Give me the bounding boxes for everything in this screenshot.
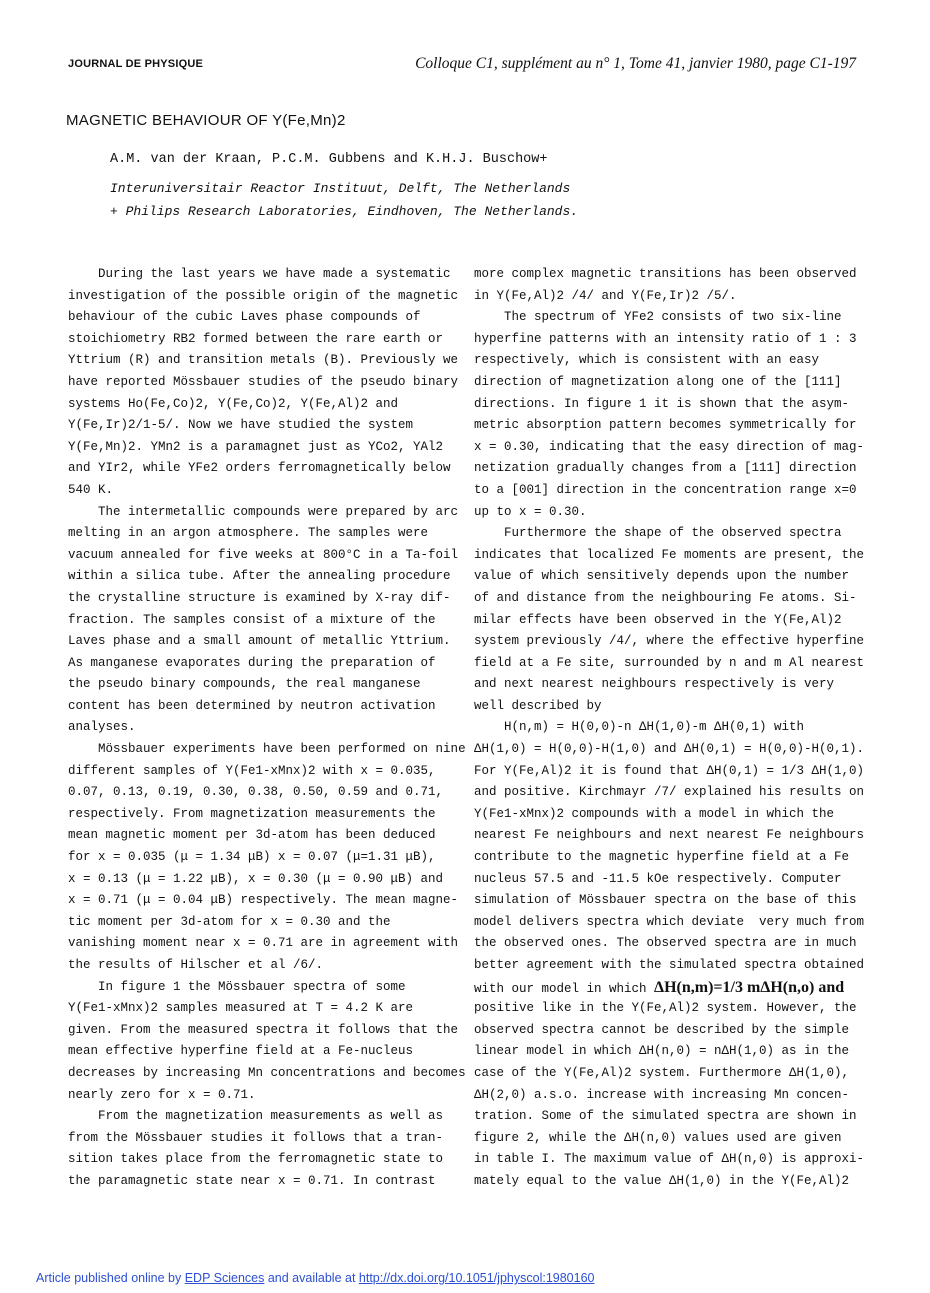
text-line: simulation of Mössbauer spectra on the base of this xyxy=(474,893,857,908)
text-line: content has been determined by neutron activation xyxy=(68,698,436,713)
text-line: case of the Y(Fe,Al)2 system. Furthermore ΔH(1,0), xyxy=(474,1065,850,1080)
emphasized-formula: ΔH(n,m)=1/3 mΔH(n,o) and xyxy=(654,978,845,996)
text-line: the observed ones. The observed spectra are in much xyxy=(474,936,857,951)
text-line: contribute to the magnetic hyperfine field at a Fe xyxy=(474,850,850,865)
footer-prefix: Article published online by xyxy=(36,1271,185,1285)
text-line: mean effective hyperfine field at a Fe-nucleus xyxy=(68,1044,414,1059)
text-line: Laves phase and a small amount of metallic Yttrium. xyxy=(68,634,451,649)
text-line: investigation of the possible origin of the magnetic xyxy=(68,288,459,303)
text-line: positive like in the Y(Fe,Al)2 system. However, the xyxy=(474,1001,857,1016)
text-line: and next nearest neighbours respectively is very xyxy=(474,677,835,692)
text-line: nearest Fe neighbours and next nearest Fe neighbours xyxy=(474,828,865,843)
text-line: and YIr2, while YFe2 orders ferromagnetically below xyxy=(68,461,451,476)
text-line: from the Mössbauer studies it follows that a tran- xyxy=(68,1130,444,1145)
text-line: fraction. The samples consist of a mixture of the xyxy=(68,612,436,627)
text-line: well described by xyxy=(474,698,602,713)
text-line: model delivers spectra which deviate very much from xyxy=(474,914,865,929)
text-line: in Y(Fe,Al)2 /4/ and Y(Fe,Ir)2 /5/. xyxy=(474,288,737,303)
text-line: mately equal to the value ΔH(1,0) in the Y(Fe,Al)2 xyxy=(474,1173,850,1188)
affiliation-2: + Philips Research Laboratories, Eindhoven, The Netherlands. xyxy=(110,204,579,219)
text-line: direction of magnetization along one of the [111] xyxy=(474,374,842,389)
text-line: stoichiometry RB2 formed between the rare earth or xyxy=(68,331,444,346)
text-line: nearly zero for x = 0.71. xyxy=(68,1087,256,1102)
text-line: From the magnetization measurements as well as xyxy=(68,1109,444,1124)
text-line: up to x = 0.30. xyxy=(474,504,587,519)
text-line: netization gradually changes from a [111] direction xyxy=(474,461,857,476)
text-line: In figure 1 the Mössbauer spectra of some xyxy=(68,979,406,994)
text-line: and positive. Kirchmayr /7/ explained his results on xyxy=(474,785,865,800)
text-line: for x = 0.035 (μ = 1.34 μB) x = 0.07 (μ=1.31 μB), xyxy=(68,850,436,865)
text-line: Y(Fe,Mn)2. YMn2 is a paramagnet just as YCo2, YAl2 xyxy=(68,439,444,454)
affiliation-1: Interuniversitair Reactor Instituut, Delft, The Netherlands xyxy=(110,181,571,196)
text-line: The spectrum of YFe2 consists of two six-line xyxy=(474,310,842,325)
text-line: field at a Fe site, surrounded by n and m Al nearest xyxy=(474,655,865,670)
text-line: figure 2, while the ΔH(n,0) values used are given xyxy=(474,1130,842,1145)
text-line: given. From the measured spectra it follows that the xyxy=(68,1022,459,1037)
text-line: behaviour of the cubic Laves phase compounds of xyxy=(68,310,421,325)
text-line: observed spectra cannot be described by the simple xyxy=(474,1022,850,1037)
text-line: Furthermore the shape of the observed spectra xyxy=(474,526,842,541)
text-line: x = 0.71 (μ = 0.04 μB) respectively. The mean magne- xyxy=(68,893,459,908)
text-line: system previously /4/, where the effective hyperfine xyxy=(474,634,865,649)
text-line: value of which sensitively depends upon the number xyxy=(474,569,850,584)
text-line: decreases by increasing Mn concentrations and becomes xyxy=(68,1065,466,1080)
text-line: 540 K. xyxy=(68,482,114,497)
text-line: within a silica tube. After the annealing procedure xyxy=(68,569,451,584)
author-list: A.M. van der Kraan, P.C.M. Gubbens and K.H.J. Buschow+ xyxy=(110,152,548,167)
text-line: the paramagnetic state near x = 0.71. In contrast xyxy=(68,1173,436,1188)
text-line: nucleus 57.5 and -11.5 kOe respectively. Computer xyxy=(474,871,842,886)
text-line: mean magnetic moment per 3d-atom has been deduced xyxy=(68,828,436,843)
footer-middle: and available at xyxy=(264,1271,359,1285)
doi-link[interactable]: http://dx.doi.org/10.1051/jphyscol:1980160 xyxy=(358,1271,595,1285)
text-line: x = 0.13 (μ = 1.22 μB), x = 0.30 (μ = 0.90 μB) and xyxy=(68,871,444,886)
footer xyxy=(36,1271,594,1285)
text-line: ΔH(1,0) = H(0,0)-H(1,0) and ΔH(0,1) = H(0,0)-H(0,1). xyxy=(474,742,865,757)
text-line: x = 0.30, indicating that the easy direction of mag- xyxy=(474,439,865,454)
text-line: better agreement with the simulated spectra obtained xyxy=(474,958,865,972)
text-line: tration. Some of the simulated spectra are shown in xyxy=(474,1109,857,1124)
text-line: directions. In figure 1 it is shown that the asym- xyxy=(474,396,850,411)
left-column xyxy=(68,264,466,1193)
text-line: Mössbauer experiments have been performed on nine xyxy=(68,742,466,757)
text-line: sition takes place from the ferromagnetic state to xyxy=(68,1152,444,1167)
text-line: As manganese evaporates during the preparation of xyxy=(68,655,436,670)
text-line: 0.07, 0.13, 0.19, 0.30, 0.38, 0.50, 0.59 and 0.71, xyxy=(68,785,444,800)
text-line: indicates that localized Fe moments are present, the xyxy=(474,547,865,562)
text-line: Y(Fe,Ir)2/1-5/. Now we have studied the system xyxy=(68,418,414,433)
text-line: Y(Fe1-xMnx)2 samples measured at T = 4.2 K are xyxy=(68,1001,414,1016)
text-line: to a [001] direction in the concentration range x=0 xyxy=(474,482,857,497)
text-line: the crystalline structure is examined by X-ray dif- xyxy=(68,590,451,605)
text-line: more complex magnetic transitions has been observed xyxy=(474,267,857,281)
text-line: the pseudo binary compounds, the real manganese xyxy=(68,677,421,692)
text-line: different samples of Y(Fe1-xMnx)2 with x = 0.035, xyxy=(68,763,436,778)
text-line: the results of Hilscher et al /6/. xyxy=(68,958,324,972)
text-line: The intermetallic compounds were prepared by arc xyxy=(68,504,459,519)
text-line: Y(Fe1-xMnx)2 compounds with a model in which the xyxy=(474,806,835,821)
publisher-link[interactable]: EDP Sciences xyxy=(184,1271,265,1285)
paper-title: MAGNETIC BEHAVIOUR OF Y(Fe,Mn)2 xyxy=(66,112,346,129)
text-line: milar effects have been observed in the Y(Fe,Al)2 xyxy=(474,612,842,627)
text-line: Yttrium (R) and transition metals (B). Previously we xyxy=(68,353,459,368)
issue-reference: Colloque C1, supplément au n° 1, Tome 41, janvier 1980, page C1-197 xyxy=(415,55,856,72)
text-line: respectively. From magnetization measurements the xyxy=(68,806,436,821)
text-line: hyperfine patterns with an intensity ratio of 1 : 3 xyxy=(474,331,857,346)
text-line: ΔH(2,0) a.s.o. increase with increasing Mn concen- xyxy=(474,1087,850,1102)
text-line: analyses. xyxy=(68,720,136,735)
text-line: vanishing moment near x = 0.71 are in agreement with xyxy=(68,936,459,951)
text-line: linear model in which ΔH(n,0) = nΔH(1,0) as in the xyxy=(474,1044,850,1059)
text-line: H(n,m) = H(0,0)-n ΔH(1,0)-m ΔH(0,1) with xyxy=(474,720,805,735)
text-line: vacuum annealed for five weeks at 800°C in a Ta-foil xyxy=(68,547,459,562)
text-line: respectively, which is consistent with an easy xyxy=(474,353,820,368)
text-line: For Y(Fe,Al)2 it is found that ΔH(0,1) = 1/3 ΔH(1,0) xyxy=(474,763,865,778)
journal-name: JOURNAL DE PHYSIQUE xyxy=(68,58,204,70)
text-line: have reported Mössbauer studies of the pseudo binary xyxy=(68,374,459,389)
text-line: with our model in which ΔH(n,m)=1/3 mΔH(n,o) and xyxy=(474,978,845,996)
text-line: in table I. The maximum value of ΔH(n,0) is approxi- xyxy=(474,1152,865,1167)
text-line: systems Ho(Fe,Co)2, Y(Fe,Co)2, Y(Fe,Al)2 and xyxy=(68,396,399,411)
text-line: tic moment per 3d-atom for x = 0.30 and the xyxy=(68,914,391,929)
right-column xyxy=(474,264,864,1193)
text-line: of and distance from the neighbouring Fe atoms. Si- xyxy=(474,590,857,605)
text-line: metric absorption pattern becomes symmetrically for xyxy=(474,418,857,433)
text-line: melting in an argon atmosphere. The samples were xyxy=(68,526,429,541)
text-line: During the last years we have made a systematic xyxy=(68,267,451,281)
